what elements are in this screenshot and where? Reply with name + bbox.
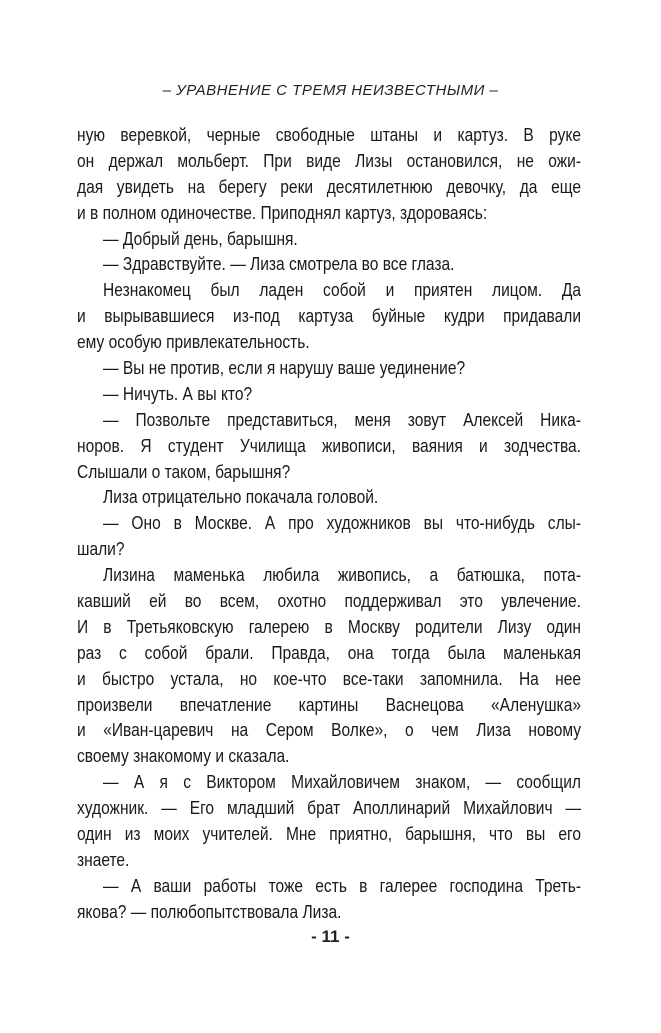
text-line: — Здравствуйте. — Лиза смотрела во все глаза. [103, 253, 455, 275]
text-line: и быстро устала, но кое-что все-таки запомнила. На нее [77, 667, 581, 689]
text-line: он держал мольберт. При виде Лизы остановился, не ожи- [77, 149, 581, 171]
text-line: якова? — полюбопытствовала Лиза. [77, 900, 342, 922]
text-line: и в полном одиночестве. Приподнял картуз, здороваясь: [77, 201, 488, 223]
text-line: и вырывавшиеся из-под картуза буйные кудри придавали [77, 305, 581, 327]
text-line: раз с собой брали. Правда, она тогда была маленькая [77, 641, 581, 663]
text-line: один из моих учителей. Мне приятно, барышня, что вы его [77, 823, 581, 845]
page-number: - 11 - [311, 927, 350, 946]
text-line: и «Иван-царевич на Сером Волке», о чем Лиза новому [77, 719, 581, 741]
text-line: художник. — Его младший брат Аполлинарий Михайлович — [77, 797, 581, 819]
text-line: — Вы не против, если я нарушу ваше уединение? [103, 357, 466, 379]
text-line: — Добрый день, барышня. [103, 227, 298, 249]
text-line: норов. Я студент Училища живописи, ваяния и зодчества. [77, 434, 581, 456]
text-line: — Ничуть. А вы кто? [103, 382, 253, 404]
text-line: Лиза отрицательно покачала головой. [103, 486, 379, 508]
running-header: – УРАВНЕНИЕ С ТРЕМЯ НЕИЗВЕСТНЫМИ – [162, 82, 499, 99]
text-line: — А ваши работы тоже есть в галерее господина Треть- [103, 874, 581, 896]
text-line: шали? [77, 538, 125, 560]
text-line: своему знакомому и сказала. [77, 745, 290, 767]
text-line: — А я с Виктором Михайловичем знаком, — сообщил [103, 771, 581, 793]
text-line: знаете. [77, 848, 130, 870]
text-line: — Позвольте представиться, меня зовут Алексей Ника- [103, 408, 581, 430]
text-line: Незнакомец был ладен собой и приятен лицом. Да [103, 279, 581, 301]
text-line: дая увидеть на берегу реки десятилетнюю девочку, да еще [77, 175, 581, 197]
text-line: кавший ей во всем, охотно поддерживал это увлечение. [77, 590, 581, 612]
page-body-text [77, 122, 581, 925]
text-line: И в Третьяковскую галерею в Москву родители Лизу один [77, 615, 581, 637]
text-line: произвели впечатление картины Васнецова «Аленушка» [77, 693, 581, 715]
text-line: — Оно в Москве. А про художников вы что-нибудь слы- [103, 512, 581, 534]
text-line: ему особую привлекательность. [77, 331, 310, 353]
text-line: Лизина маменька любила живопись, а батюшка, пота- [103, 564, 581, 586]
text-line: Слышали о таком, барышня? [77, 460, 291, 482]
text-line: ную веревкой, черные свободные штаны и картуз. В руке [77, 124, 581, 145]
